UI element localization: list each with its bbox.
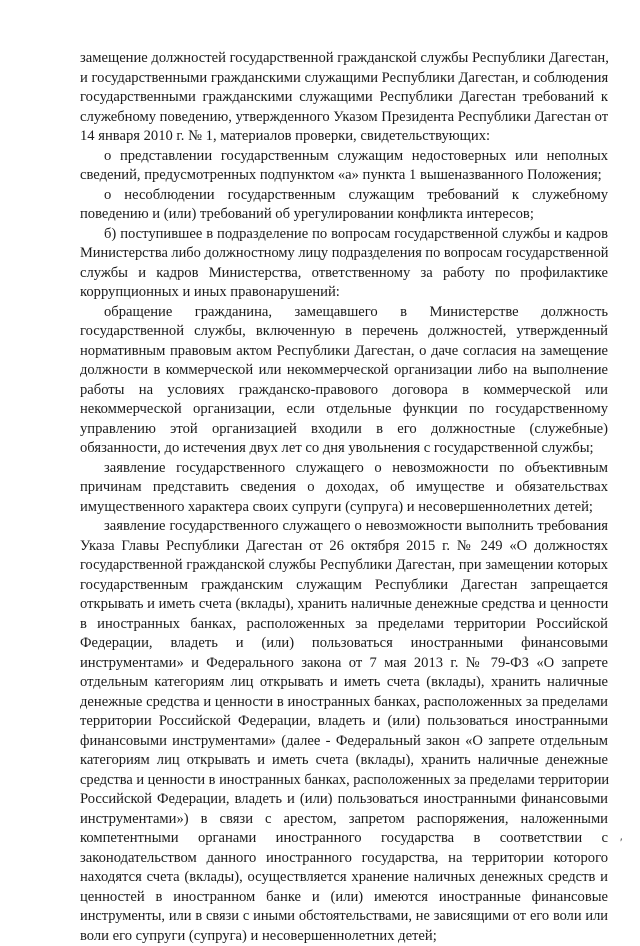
text-line: финансовыми инструментами» (далее - Федеральный закон «О запрете отдельным	[80, 732, 608, 752]
text-line: и государственными гражданскими служащими Республики Дагестан, и соблюдения	[80, 69, 608, 89]
text-line: отдельным категориям лиц открывать и иметь счета (вклады), хранить наличные	[80, 673, 608, 693]
text-line: ценностей в иностранном банке и (или) имеются иностранные финансовые	[80, 888, 608, 908]
text-line: в иностранных банках, расположенных за пределами территории Российской	[80, 615, 608, 635]
text-line: Министерства либо должностному лицу подразделения по вопросам государственной	[80, 244, 608, 264]
text-line: территории Российской Федерации, владеть и (или) пользоваться иностранными	[80, 712, 608, 732]
text-line: заявление государственного служащего о невозможности по объективным	[80, 459, 608, 479]
text-line: государственным гражданским служащим Республики Дагестан запрещается	[80, 576, 608, 596]
page-edge-mark: ′	[620, 835, 624, 844]
text-line: Указа Главы Республики Дагестан от 26 октября 2015 г. № 249 «О должностях	[80, 537, 608, 557]
text-line: Федерации, владеть и (или) пользоваться иностранными финансовыми	[80, 634, 608, 654]
text-line: государственными гражданскими служащими Республики Дагестан требований к	[80, 88, 608, 108]
text-line: государственной гражданской службы Республики Дагестан, при замещении которых	[80, 556, 608, 576]
text-line: инструментами») в связи с арестом, запретом распоряжения, наложенными	[80, 810, 608, 830]
document-body	[80, 49, 608, 946]
text-line: инструменты, или в связи с иными обстоятельствами, не зависящими от его воли или	[80, 907, 608, 927]
text-line: открывать и иметь счета (вклады), хранить наличные денежные средства и ценности	[80, 595, 608, 615]
text-line: Российской Федерации, владеть и (или) пользоваться иностранными финансовыми	[80, 790, 608, 810]
text-line: обращение гражданина, замещавшего в Министерстве должность	[80, 303, 608, 323]
text-line: должности в коммерческой или некоммерческой организации либо на выполнение	[80, 361, 608, 381]
text-line: заявление государственного служащего о невозможности выполнить требования	[80, 517, 608, 537]
text-line: причинам представить сведения о доходах, об имуществе и обязательствах	[80, 478, 608, 498]
text-line: сведений, предусмотренных подпунктом «а» пункта 1 вышеназванного Положения;	[80, 166, 608, 186]
text-line: некоммерческой организации, если отдельные функции по государственному	[80, 400, 608, 420]
text-line: работы на условиях гражданско-правового договора в коммерческой или	[80, 381, 608, 401]
text-line: инструментами» и Федерального закона от 7 мая 2013 г. № 79-ФЗ «О запрете	[80, 654, 608, 674]
text-line: коррупционных и иных правонарушений:	[80, 283, 608, 303]
text-line: службы и кадров Министерства, ответственному за работу по профилактике	[80, 264, 608, 284]
text-line: категориям лиц открывать и иметь счета (вклады), хранить наличные денежные	[80, 751, 608, 771]
text-line: законодательством данного иностранного государства, на территории которого	[80, 849, 608, 869]
text-line: нормативным правовым актом Республики Дагестан, о даче согласия на замещение	[80, 342, 608, 362]
text-line: служебному поведению, утвержденного Указом Президента Республики Дагестан от	[80, 108, 608, 128]
text-line: компетентными органами иностранного государства в соответствии с	[80, 829, 608, 849]
text-line: управлению этой организацией входили в его должностные (служебные)	[80, 420, 608, 440]
text-line: имущественного характера своих супруги (супруга) и несовершеннолетних детей;	[80, 498, 608, 518]
text-line: воли его супруги (супруга) и несовершеннолетних детей;	[80, 927, 608, 946]
text-line: замещение должностей государственной гражданской службы Республики Дагестан,	[80, 49, 608, 69]
text-line: 14 января 2010 г. № 1, материалов проверки, свидетельствующих:	[80, 127, 608, 147]
text-line: государственной службы, включенную в перечень должностей, утвержденный	[80, 322, 608, 342]
text-line: средства и ценности в иностранных банках, расположенных за пределами территории	[80, 771, 608, 791]
text-line: находятся счета (вклады), осуществляется хранение наличных денежных средств и	[80, 868, 608, 888]
text-line: поведению и (или) требований об урегулировании конфликта интересов;	[80, 205, 608, 225]
text-line: о несоблюдении государственным служащим требований к служебному	[80, 186, 608, 206]
text-line: денежные средства и ценности в иностранных банках, расположенных за пределами	[80, 693, 608, 713]
text-line: б) поступившее в подразделение по вопросам государственной службы и кадров	[80, 225, 608, 245]
text-line: о представлении государственным служащим недостоверных или неполных	[80, 147, 608, 167]
text-line: обязанности, до истечения двух лет со дня увольнения с государственной службы;	[80, 439, 608, 459]
